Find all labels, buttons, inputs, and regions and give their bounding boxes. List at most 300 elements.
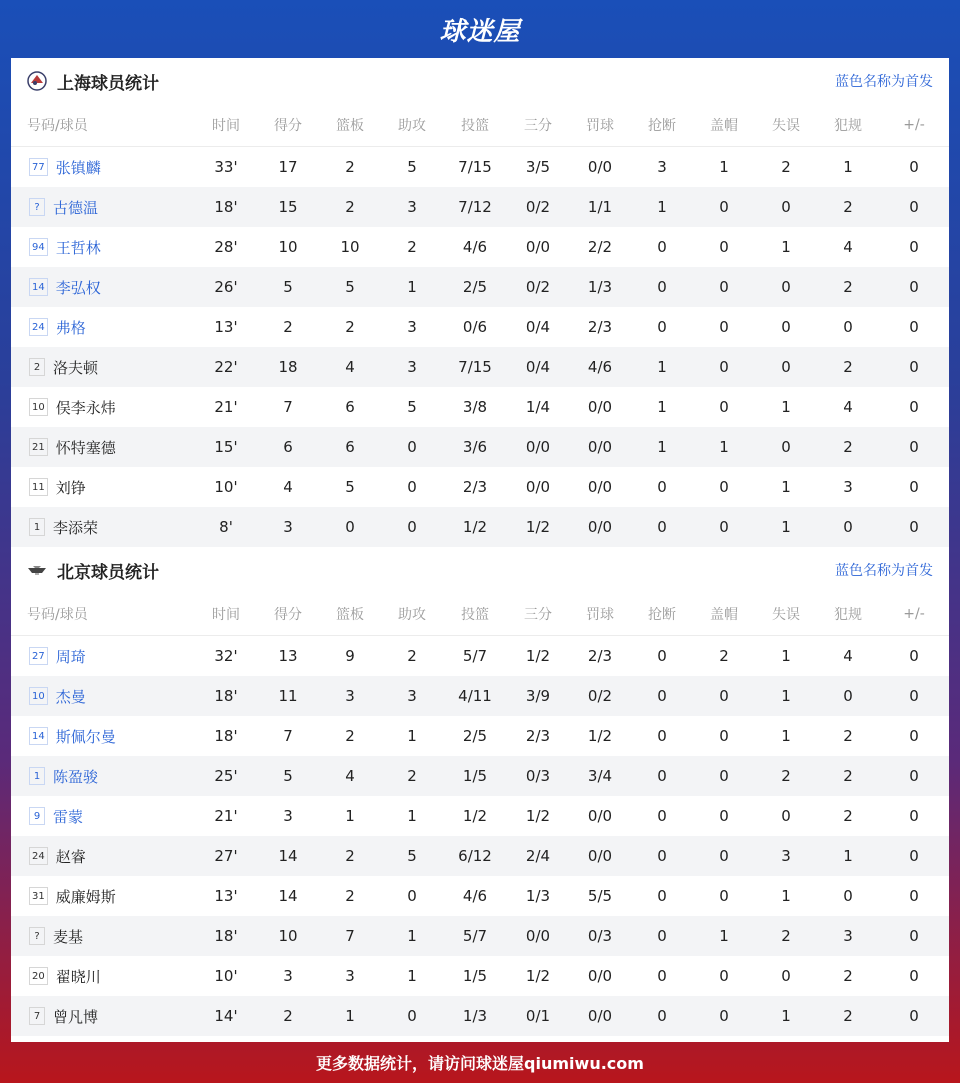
stat-cell: 2	[817, 267, 879, 307]
stat-cell: 14	[278, 887, 298, 905]
stat-cell: 7/12	[443, 187, 507, 227]
stat-cell: 13'	[214, 318, 238, 336]
column-header: 号码/球员	[11, 593, 195, 636]
stat-cell: 1	[719, 158, 729, 176]
column-header: 抢断	[631, 593, 693, 636]
stat-cell: 0/0	[569, 996, 631, 1036]
stat-cell: 2	[319, 836, 381, 876]
table-row[interactable]	[11, 876, 949, 916]
table-row[interactable]	[11, 996, 949, 1036]
stat-cell: 4	[843, 238, 853, 256]
stat-cell: 3/5	[525, 158, 551, 176]
stat-cell: 1	[381, 267, 443, 307]
stat-cell: 0	[719, 807, 729, 825]
stat-cell: 5	[345, 478, 355, 496]
stat-cell: 0	[755, 267, 817, 307]
player-cell	[11, 227, 195, 267]
player-name-link[interactable]: 周琦	[55, 647, 86, 666]
stat-cell: 7/15	[458, 158, 492, 176]
stat-cell: 0	[781, 967, 791, 985]
stat-cell: 0	[381, 996, 443, 1036]
stat-cell: 4	[319, 756, 381, 796]
jersey-number-badge: 1	[29, 518, 45, 536]
player-cell	[11, 836, 195, 876]
stat-cell: 0/0	[525, 238, 551, 256]
jersey-number-badge: 10	[29, 398, 48, 416]
team-section-header	[11, 547, 949, 593]
stat-cell: 1/2	[507, 507, 569, 547]
stat-cell: 1/3	[525, 887, 551, 905]
stat-cell: 6	[257, 427, 319, 467]
stat-cell: 2	[345, 727, 355, 745]
stat-cell: 1	[755, 507, 817, 547]
column-header: 助攻	[381, 104, 443, 147]
stat-cell: 0/0	[587, 967, 613, 985]
player-cell	[11, 796, 195, 836]
stat-cell: 0	[879, 836, 949, 876]
stat-cell: 3	[345, 967, 355, 985]
stat-cell: 0	[719, 967, 729, 985]
stat-cell: 0	[909, 398, 919, 416]
jersey-number-badge: 20	[29, 967, 48, 985]
stat-cell: 18'	[214, 727, 238, 745]
stat-cell: 0/0	[507, 427, 569, 467]
stat-cell: 0	[631, 996, 693, 1036]
stat-cell: 3	[319, 676, 381, 716]
stat-cell: 0	[909, 478, 919, 496]
player-cell	[11, 676, 195, 716]
player-name-link[interactable]: 李弘权	[55, 278, 101, 297]
stat-cell: 2	[719, 647, 729, 665]
jersey-number-badge: 21	[29, 438, 48, 456]
stat-cell: 3	[817, 916, 879, 956]
stat-cell: 0/0	[587, 807, 613, 825]
stat-cell: 0	[719, 887, 729, 905]
table-row[interactable]	[11, 956, 949, 996]
stat-cell: 33'	[214, 158, 238, 176]
stat-cell: 2/5	[443, 267, 507, 307]
stat-cell: 1	[781, 238, 791, 256]
stat-cell: 2	[407, 238, 417, 256]
player-cell	[11, 756, 195, 796]
stat-cell: 3	[657, 158, 667, 176]
stat-cell: 3	[755, 836, 817, 876]
stat-cell: 4/6	[569, 347, 631, 387]
stat-cell: 3	[407, 318, 417, 336]
table-row[interactable]	[11, 387, 949, 427]
stat-cell: 0	[781, 807, 791, 825]
column-header: 得分	[257, 104, 319, 147]
stat-cell: 0	[657, 887, 667, 905]
player-cell	[11, 716, 195, 756]
stat-cell: 1	[407, 727, 417, 745]
table-header-row	[11, 593, 949, 636]
stat-cell: 1/2	[525, 967, 551, 985]
table-row[interactable]	[11, 676, 949, 716]
stat-cell: 7	[283, 727, 293, 745]
stat-cell: 7/15	[443, 347, 507, 387]
stat-cell: 0	[879, 996, 949, 1036]
stat-cell: 0	[657, 727, 667, 745]
stat-cell: 0	[407, 478, 417, 496]
player-name-link[interactable]: 翟晓川	[55, 967, 101, 986]
stat-cell: 0/3	[507, 756, 569, 796]
stat-cell: 5	[319, 267, 381, 307]
stat-cell: 0	[381, 427, 443, 467]
stat-cell: 3	[283, 807, 293, 825]
stat-cell: 0	[631, 916, 693, 956]
beijing-ducks-logo-icon	[27, 560, 47, 580]
stat-cell: 21'	[214, 398, 238, 416]
stat-cell: 2	[319, 187, 381, 227]
stat-cell: 7	[319, 916, 381, 956]
player-name-link[interactable]: 雷蒙	[53, 807, 84, 826]
stat-cell: 3	[381, 676, 443, 716]
team-stats-table	[11, 104, 949, 547]
player-name-link[interactable]: 古德温	[53, 198, 99, 217]
stat-cell: 0	[693, 507, 755, 547]
stat-cell: 2	[755, 916, 817, 956]
jersey-number-badge: 2	[29, 358, 45, 376]
stat-cell: 0	[843, 887, 853, 905]
stat-cell: 6	[319, 427, 381, 467]
stat-cell: 2/3	[587, 647, 613, 665]
table-row[interactable]	[11, 916, 949, 956]
column-header: 投篮	[443, 104, 507, 147]
stat-cell: 2/3	[587, 318, 613, 336]
player-name-link[interactable]: 洛夫顿	[53, 358, 99, 377]
stat-cell: 0/2	[507, 267, 569, 307]
stat-cell: 2	[817, 996, 879, 1036]
stat-cell: 2	[817, 756, 879, 796]
player-cell	[11, 267, 195, 307]
stat-cell: 3/8	[462, 398, 488, 416]
player-name-link[interactable]: 曾凡博	[53, 1007, 99, 1026]
player-name-link[interactable]: 麦基	[53, 927, 84, 946]
stat-cell: 1	[817, 836, 879, 876]
stat-cell: 0	[909, 967, 919, 985]
stat-cell: 0	[693, 836, 755, 876]
table-row[interactable]	[11, 347, 949, 387]
stat-cell: 0	[693, 267, 755, 307]
jersey-number-badge: 77	[29, 158, 48, 176]
column-header: 时间	[195, 104, 257, 147]
stat-cell: 0	[909, 238, 919, 256]
stat-cell: 0	[719, 398, 729, 416]
stat-cell: 0	[909, 647, 919, 665]
jersey-number-badge: 7	[29, 1007, 45, 1025]
stat-cell: 0	[909, 318, 919, 336]
table-row[interactable]	[11, 796, 949, 836]
jersey-number-badge: 10	[29, 687, 48, 705]
column-header: 犯规	[817, 104, 879, 147]
stat-cell: 1	[381, 916, 443, 956]
starter-note: 蓝色名称为首发	[835, 74, 933, 90]
jersey-number-badge: 24	[29, 847, 48, 865]
stat-cell: 0	[657, 478, 667, 496]
table-row[interactable]	[11, 187, 949, 227]
stat-cell: 1	[781, 647, 791, 665]
stat-cell: 14	[257, 836, 319, 876]
stat-cell: 0	[631, 507, 693, 547]
table-row[interactable]	[11, 636, 949, 677]
jersey-number-badge: 1	[29, 767, 45, 785]
footer-text: 更多数据统计，请访问球迷屋qiumiwu.com	[316, 1054, 644, 1073]
stat-cell: 2	[381, 756, 443, 796]
stat-cell: 0	[909, 887, 919, 905]
team-stats-table	[11, 593, 949, 1036]
column-header: 篮板	[319, 104, 381, 147]
stat-cell: 32'	[214, 647, 238, 665]
stat-cell: 0	[631, 756, 693, 796]
stat-cell: 1	[407, 967, 417, 985]
stat-cell: 7	[283, 398, 293, 416]
stat-cell: 3	[381, 347, 443, 387]
stat-cell: 0	[879, 267, 949, 307]
column-header: 助攻	[381, 593, 443, 636]
stat-cell: 3	[283, 967, 293, 985]
jersey-number-badge: 31	[29, 887, 48, 905]
stat-cell: 1/4	[525, 398, 551, 416]
stat-cell: 0	[879, 756, 949, 796]
jersey-number-badge: 14	[29, 727, 48, 745]
stat-cell: 1	[631, 187, 693, 227]
stat-cell: 5/7	[462, 647, 488, 665]
table-header-row	[11, 104, 949, 147]
stat-cell: 14'	[195, 996, 257, 1036]
player-cell	[11, 387, 195, 427]
table-row[interactable]	[11, 307, 949, 347]
stat-cell: 0	[657, 807, 667, 825]
stat-cell: 1	[693, 916, 755, 956]
stat-cell: 0	[719, 727, 729, 745]
footer-bar	[0, 1042, 960, 1083]
stat-cell: 0	[657, 967, 667, 985]
stat-cell: 0/0	[587, 478, 613, 496]
stat-cell: 2	[817, 187, 879, 227]
player-name-link[interactable]: 李添荣	[53, 518, 99, 537]
stat-cell: 26'	[195, 267, 257, 307]
stat-cell: 0	[631, 676, 693, 716]
stat-cell: 2/4	[507, 836, 569, 876]
stat-cell: 3	[843, 478, 853, 496]
player-name-link[interactable]: 斯佩尔曼	[55, 727, 116, 746]
table-row[interactable]	[11, 716, 949, 756]
table-row[interactable]	[11, 507, 949, 547]
stat-cell: 2	[257, 996, 319, 1036]
stat-cell: 0/2	[507, 187, 569, 227]
stat-cell: 27'	[195, 836, 257, 876]
stat-cell: 2	[781, 158, 791, 176]
stat-cell: 2	[843, 967, 853, 985]
table-row[interactable]	[11, 756, 949, 796]
stat-cell: 1	[781, 727, 791, 745]
team-title: 上海球员统计	[57, 73, 159, 94]
stat-cell: 1	[319, 996, 381, 1036]
stat-cell: 17	[278, 158, 298, 176]
stat-cell: 4	[843, 398, 853, 416]
stat-cell: 1	[345, 807, 355, 825]
stat-cell: 5/5	[587, 887, 613, 905]
stat-cell: 0	[693, 756, 755, 796]
player-cell	[11, 427, 195, 467]
stat-cell: 0	[693, 187, 755, 227]
stat-cell: 0	[631, 267, 693, 307]
stat-cell: 13'	[214, 887, 238, 905]
stat-cell: 4/6	[462, 887, 488, 905]
table-row[interactable]	[11, 227, 949, 267]
stat-cell: 0	[755, 347, 817, 387]
stat-cell: 0/4	[525, 318, 551, 336]
jersey-number-badge: 94	[29, 238, 48, 256]
stat-cell: 3/6	[443, 427, 507, 467]
stat-cell: 5/7	[443, 916, 507, 956]
stat-cell: 3/4	[569, 756, 631, 796]
team-section-header	[11, 58, 949, 104]
shanghai-sharks-logo-icon	[27, 71, 47, 91]
player-cell	[11, 467, 195, 507]
stat-cell: 4	[283, 478, 293, 496]
stat-cell: 1	[631, 347, 693, 387]
stat-cell: 1	[755, 996, 817, 1036]
stat-cell: 0	[693, 996, 755, 1036]
player-name-link[interactable]: 俣李永炜	[55, 398, 116, 417]
brand-logo: 球迷屋	[439, 16, 521, 47]
stat-cell: 1/5	[443, 756, 507, 796]
table-row[interactable]	[11, 836, 949, 876]
player-name-link[interactable]: 杰曼	[55, 687, 86, 706]
stat-cell: 1/2	[462, 807, 488, 825]
stat-cell: 1	[755, 676, 817, 716]
stat-cell: 0	[407, 887, 417, 905]
table-row[interactable]	[11, 267, 949, 307]
stat-cell: 1/2	[525, 647, 551, 665]
jersey-number-badge: 24	[29, 318, 48, 336]
player-cell	[11, 916, 195, 956]
stat-cell: 0	[879, 427, 949, 467]
jersey-number-badge: 11	[29, 478, 48, 496]
stat-cell: 10	[278, 238, 298, 256]
player-name-link[interactable]: 陈盈骏	[53, 767, 99, 786]
column-header: 犯规	[817, 593, 879, 636]
stat-cell: 6	[345, 398, 355, 416]
stat-cell: 0/0	[587, 158, 613, 176]
stat-cell: 0	[381, 507, 443, 547]
stat-cell: 28'	[214, 238, 238, 256]
jersey-number-badge: 27	[29, 647, 48, 665]
column-header: 失误	[755, 593, 817, 636]
stat-cell: 0	[781, 318, 791, 336]
stat-cell: 18	[257, 347, 319, 387]
stat-cell: 10'	[214, 967, 238, 985]
stat-cell: 1/3	[569, 267, 631, 307]
jersey-number-badge: 14	[29, 278, 48, 296]
player-name-link[interactable]: 王哲林	[55, 238, 101, 257]
stat-cell: 0	[909, 807, 919, 825]
player-cell	[11, 956, 195, 996]
stat-cell: 5	[257, 756, 319, 796]
column-header: +/-	[879, 593, 949, 636]
stat-cell: 0	[657, 318, 667, 336]
stat-cell: 0/0	[587, 398, 613, 416]
stat-cell: 5	[257, 267, 319, 307]
player-cell	[11, 636, 195, 677]
column-header: 投篮	[443, 593, 507, 636]
stat-cell: 0/3	[569, 916, 631, 956]
stat-cell: 2/3	[525, 727, 551, 745]
stats-card	[11, 58, 949, 1042]
stat-cell: 2	[345, 318, 355, 336]
stat-cell: 0	[879, 187, 949, 227]
stat-cell: 0/0	[569, 427, 631, 467]
player-cell	[11, 507, 195, 547]
stat-cell: 21'	[214, 807, 238, 825]
stat-cell: 3	[381, 187, 443, 227]
player-name-link[interactable]: 弗格	[55, 318, 86, 337]
stat-cell: 22'	[195, 347, 257, 387]
stat-cell: 0	[755, 427, 817, 467]
stat-cell: 10	[257, 916, 319, 956]
stat-cell: 1	[657, 398, 667, 416]
stat-cell: 4/6	[462, 238, 488, 256]
stat-cell: 1	[781, 887, 791, 905]
player-name-link[interactable]: 刘铮	[55, 478, 86, 497]
stat-cell: 2	[817, 347, 879, 387]
team-title: 北京球员统计	[57, 562, 159, 583]
player-name-link[interactable]: 威廉姆斯	[55, 887, 116, 906]
table-row[interactable]	[11, 467, 949, 507]
table-row[interactable]	[11, 147, 949, 188]
stat-cell: 0/0	[525, 478, 551, 496]
stat-cell: 4	[843, 647, 853, 665]
column-header: 盖帽	[693, 593, 755, 636]
stat-cell: 2	[407, 647, 417, 665]
player-name-link[interactable]: 怀特塞德	[55, 438, 116, 457]
column-header: 三分	[507, 593, 569, 636]
stat-cell: 0/4	[507, 347, 569, 387]
stat-cell: 10	[340, 238, 360, 256]
stat-cell: 0	[879, 507, 949, 547]
stat-cell: 2/5	[462, 727, 488, 745]
stat-cell: 15	[257, 187, 319, 227]
column-header: +/-	[879, 104, 949, 147]
stat-cell: 5	[407, 158, 417, 176]
stat-cell: 0	[719, 478, 729, 496]
stat-cell: 13	[278, 647, 298, 665]
stat-cell: 1	[843, 158, 853, 176]
player-cell	[11, 147, 195, 188]
stat-cell: 2	[283, 318, 293, 336]
stat-cell: 3	[257, 507, 319, 547]
player-cell	[11, 307, 195, 347]
player-cell	[11, 996, 195, 1036]
stat-cell: 0	[319, 507, 381, 547]
stat-cell: 0/1	[507, 996, 569, 1036]
stat-cell: 0	[631, 836, 693, 876]
player-name-link[interactable]: 张镇麟	[55, 158, 101, 177]
stat-cell: 1/3	[443, 996, 507, 1036]
stat-cell: 3/9	[507, 676, 569, 716]
stat-cell: 2	[345, 887, 355, 905]
stat-cell: 18'	[195, 187, 257, 227]
stat-cell: 1	[781, 478, 791, 496]
table-row[interactable]	[11, 427, 949, 467]
stat-cell: 5	[407, 398, 417, 416]
stat-cell: 1/2	[587, 727, 613, 745]
player-cell	[11, 347, 195, 387]
stat-cell: 0	[879, 676, 949, 716]
player-name-link[interactable]: 赵睿	[55, 847, 86, 866]
